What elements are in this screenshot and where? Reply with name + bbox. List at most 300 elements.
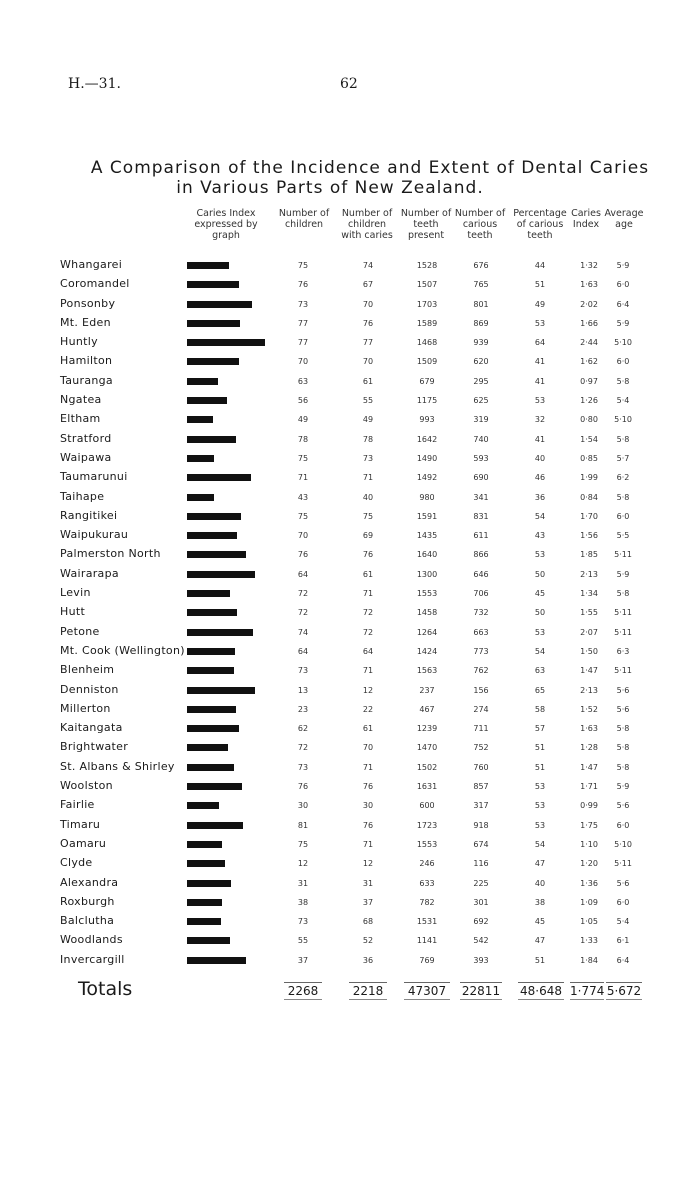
caries-index-bar <box>187 822 243 829</box>
cell-teeth: 1141 <box>416 936 438 946</box>
cell-with-caries: 76 <box>362 318 374 328</box>
place-name: Invercargill <box>60 952 125 966</box>
table-row <box>0 796 700 815</box>
table-row <box>0 295 700 314</box>
cell-index: 1·50 <box>580 646 598 656</box>
cell-age: 6·0 <box>616 357 630 367</box>
cell-teeth: 1642 <box>416 434 438 444</box>
cell-teeth: 237 <box>419 685 435 695</box>
col-header-percentage: Percentage of carious teeth <box>513 208 567 241</box>
cell-teeth: 1703 <box>416 299 438 309</box>
cell-index: 1·26 <box>580 396 598 406</box>
cell-carious: 866 <box>473 550 489 560</box>
place-name: Blenheim <box>60 663 115 677</box>
caries-index-bar <box>187 474 251 481</box>
cell-pct: 49 <box>534 299 546 309</box>
cell-with-caries: 68 <box>362 917 374 927</box>
cell-age: 5·11 <box>614 608 632 618</box>
caries-index-bar <box>187 899 222 906</box>
place-name: Wairarapa <box>60 566 119 580</box>
cell-teeth: 1502 <box>416 762 438 772</box>
cell-carious: 341 <box>473 492 489 502</box>
cell-teeth: 1490 <box>416 453 438 463</box>
place-name: Oamaru <box>60 836 107 850</box>
cell-children: 13 <box>297 685 309 695</box>
cell-index: 0·84 <box>580 492 598 502</box>
caries-index-bar <box>187 320 240 327</box>
cell-pct: 53 <box>534 396 546 406</box>
cell-pct: 54 <box>534 839 546 849</box>
cell-teeth: 1591 <box>416 511 438 521</box>
place-name: Waipawa <box>60 450 112 464</box>
cell-carious: 801 <box>473 299 489 309</box>
place-name: Tauranga <box>60 373 113 387</box>
table-row <box>0 507 700 526</box>
table-row <box>0 449 700 468</box>
cell-age: 6·0 <box>616 820 630 830</box>
place-name: Hutt <box>60 605 86 619</box>
cell-children: 30 <box>297 801 309 811</box>
cell-children: 73 <box>297 666 309 676</box>
cell-pct: 65 <box>534 685 546 695</box>
cell-age: 5·4 <box>616 917 630 927</box>
caries-index-bar <box>187 783 242 790</box>
place-name: St. Albans & Shirley <box>60 759 175 773</box>
cell-with-caries: 67 <box>362 280 374 290</box>
place-name: Roxburgh <box>60 894 115 908</box>
cell-children: 72 <box>297 608 309 618</box>
cell-age: 5·8 <box>616 589 630 599</box>
cell-age: 5·10 <box>614 415 632 425</box>
place-name: Taihape <box>60 489 105 503</box>
cell-index: 0·85 <box>580 453 598 463</box>
cell-children: 78 <box>297 434 309 444</box>
place-name: Kaitangata <box>60 721 123 735</box>
cell-children: 75 <box>297 261 309 270</box>
cell-age: 5·9 <box>616 569 630 579</box>
cell-with-caries: 69 <box>362 531 374 541</box>
cell-with-caries: 30 <box>362 801 374 811</box>
place-name: Woodlands <box>60 933 123 947</box>
cell-carious: 301 <box>473 897 489 907</box>
place-name: Mt. Eden <box>60 315 111 329</box>
cell-index: 1·99 <box>580 473 598 483</box>
table-row <box>0 758 700 777</box>
place-name: Clyde <box>60 856 93 870</box>
cell-carious: 317 <box>473 801 489 811</box>
cell-with-caries: 74 <box>362 261 374 270</box>
place-name: Mt. Cook (Wellington) <box>60 643 185 657</box>
cell-with-caries: 71 <box>362 839 374 849</box>
total-teeth: 47307 <box>404 982 450 1000</box>
table-row <box>0 372 700 391</box>
table-row <box>0 352 700 371</box>
cell-carious: 690 <box>473 473 489 483</box>
caries-index-bar <box>187 648 235 655</box>
cell-with-caries: 61 <box>362 569 374 579</box>
cell-age: 6·0 <box>616 280 630 290</box>
cell-index: 0·99 <box>580 801 598 811</box>
cell-with-caries: 71 <box>362 762 374 772</box>
cell-carious: 225 <box>473 878 489 888</box>
table-row <box>0 893 700 912</box>
totals-row <box>0 976 700 1006</box>
cell-pct: 47 <box>534 936 546 946</box>
cell-teeth: 679 <box>419 376 435 386</box>
caries-index-bar <box>187 687 255 694</box>
cell-children: 31 <box>297 878 309 888</box>
cell-carious: 918 <box>473 820 489 830</box>
caries-index-bar <box>187 262 229 269</box>
cell-pct: 41 <box>534 376 546 386</box>
cell-teeth: 1531 <box>416 917 438 927</box>
cell-teeth: 1300 <box>416 569 438 579</box>
cell-teeth: 782 <box>419 897 435 907</box>
cell-index: 1·52 <box>580 704 598 714</box>
cell-teeth: 246 <box>419 859 435 869</box>
table-row <box>0 623 700 642</box>
caries-index-bar <box>187 571 255 578</box>
cell-with-caries: 78 <box>362 434 374 444</box>
cell-index: 1·10 <box>580 839 598 849</box>
cell-children: 77 <box>297 318 309 328</box>
caries-index-bar <box>187 590 230 597</box>
place-name: Fairlie <box>60 798 95 812</box>
cell-children: 64 <box>297 569 309 579</box>
cell-pct: 44 <box>534 261 546 270</box>
place-name: Rangitikei <box>60 508 118 522</box>
cell-index: 1·34 <box>580 589 598 599</box>
cell-teeth: 1175 <box>416 396 438 406</box>
total-age: 5·672 <box>606 984 642 998</box>
cell-teeth: 1507 <box>416 280 438 290</box>
cell-pct: 51 <box>534 743 546 753</box>
caries-index-bar <box>187 339 265 346</box>
total-index: 1·774 <box>570 984 605 998</box>
cell-age: 5·10 <box>614 839 632 849</box>
cell-children: 38 <box>297 897 309 907</box>
cell-carious: 869 <box>473 318 489 328</box>
cell-pct: 51 <box>534 762 546 772</box>
cell-with-caries: 71 <box>362 666 374 676</box>
cell-children: 74 <box>297 627 309 637</box>
cell-pct: 43 <box>534 531 546 541</box>
table-row <box>0 661 700 680</box>
cell-index: 1·66 <box>580 318 598 328</box>
page-subtitle: in Various Parts of New Zealand. <box>176 178 484 198</box>
cell-carious: 760 <box>473 762 489 772</box>
place-name: Ponsonby <box>60 296 116 310</box>
cell-with-caries: 70 <box>362 357 374 367</box>
total-carious: 22811 <box>461 984 501 998</box>
cell-with-caries: 76 <box>362 550 374 560</box>
caries-index-bar <box>187 455 214 462</box>
cell-age: 5·10 <box>614 338 632 348</box>
cell-carious: 116 <box>473 859 489 869</box>
cell-with-caries: 61 <box>362 724 374 734</box>
cell-index: 1·62 <box>580 357 598 367</box>
cell-pct: 41 <box>534 434 546 444</box>
table-row <box>0 874 700 893</box>
cell-pct: 64 <box>534 338 546 348</box>
cell-carious: 676 <box>473 261 489 270</box>
cell-index: 1·63 <box>580 280 598 290</box>
cell-children: 77 <box>297 338 309 348</box>
place-name: Whangarei <box>60 258 123 271</box>
cell-children: 75 <box>297 453 309 463</box>
cell-pct: 38 <box>534 897 546 907</box>
cell-pct: 53 <box>534 550 546 560</box>
cell-teeth: 1589 <box>416 318 438 328</box>
cell-age: 5·8 <box>616 376 630 386</box>
cell-with-caries: 73 <box>362 453 374 463</box>
cell-with-caries: 76 <box>362 782 374 792</box>
cell-pct: 45 <box>534 917 546 927</box>
caries-index-bar <box>187 706 236 713</box>
cell-pct: 50 <box>534 569 546 579</box>
cell-pct: 54 <box>534 646 546 656</box>
cell-age: 5·9 <box>616 318 630 328</box>
table-row <box>0 951 700 970</box>
cell-teeth: 1468 <box>416 338 438 348</box>
cell-carious: 711 <box>473 724 489 734</box>
table-row <box>0 468 700 487</box>
cell-age: 5·11 <box>614 550 632 560</box>
cell-with-caries: 12 <box>362 685 374 695</box>
cell-age: 5·6 <box>616 878 630 888</box>
place-name: Hamilton <box>60 354 113 368</box>
cell-age: 6·4 <box>616 955 630 965</box>
place-name: Denniston <box>60 682 119 696</box>
table-row <box>0 275 700 294</box>
cell-pct: 51 <box>534 955 546 965</box>
caries-index-bar <box>187 802 219 809</box>
cell-index: 1·47 <box>580 666 598 676</box>
cell-index: 1·47 <box>580 762 598 772</box>
cell-children: 63 <box>297 376 309 386</box>
cell-age: 5·4 <box>616 396 630 406</box>
cell-with-caries: 55 <box>362 396 374 406</box>
cell-pct: 32 <box>534 415 546 425</box>
cell-with-caries: 76 <box>362 820 374 830</box>
place-name: Brightwater <box>60 740 129 754</box>
caries-index-bar <box>187 532 237 539</box>
cell-children: 12 <box>297 859 309 869</box>
cell-carious: 706 <box>473 589 489 599</box>
caries-index-bar <box>187 436 236 443</box>
place-name: Stratford <box>60 431 112 445</box>
cell-with-caries: 72 <box>362 608 374 618</box>
cell-children: 49 <box>297 415 309 425</box>
col-header-graph: Caries Index expressed by graph <box>194 208 258 241</box>
cell-carious: 773 <box>473 646 489 656</box>
cell-children: 73 <box>297 917 309 927</box>
table-row <box>0 545 700 564</box>
cell-with-caries: 71 <box>362 473 374 483</box>
page-series-ref: H.—31. <box>68 76 121 92</box>
cell-age: 5·6 <box>616 704 630 714</box>
cell-children: 72 <box>297 743 309 753</box>
cell-with-caries: 75 <box>362 511 374 521</box>
cell-carious: 620 <box>473 357 489 367</box>
table-row <box>0 565 700 584</box>
cell-pct: 41 <box>534 357 546 367</box>
cell-with-caries: 37 <box>362 897 374 907</box>
cell-index: 1·33 <box>580 936 598 946</box>
cell-age: 5·6 <box>616 801 630 811</box>
cell-carious: 765 <box>473 280 489 290</box>
cell-teeth: 1563 <box>416 666 438 676</box>
cell-age: 6·0 <box>616 897 630 907</box>
col-header-index: Caries Index <box>571 208 601 230</box>
cell-index: 1·05 <box>580 917 598 927</box>
cell-carious: 663 <box>473 627 489 637</box>
cell-pct: 40 <box>534 453 546 463</box>
cell-pct: 53 <box>534 627 546 637</box>
cell-carious: 393 <box>473 955 489 965</box>
cell-age: 6·0 <box>616 511 630 521</box>
cell-teeth: 1435 <box>416 531 438 541</box>
cell-pct: 58 <box>534 704 546 714</box>
place-name: Petone <box>60 624 100 638</box>
cell-index: 2·44 <box>580 338 598 348</box>
cell-carious: 611 <box>473 531 489 541</box>
cell-age: 5·9 <box>616 261 630 270</box>
table-row <box>0 584 700 603</box>
place-name: Waipukurau <box>60 528 129 542</box>
cell-carious: 156 <box>473 685 489 695</box>
cell-pct: 45 <box>534 589 546 599</box>
cell-age: 6·3 <box>616 646 630 656</box>
cell-age: 5·11 <box>614 666 632 676</box>
caries-index-bar <box>187 397 227 404</box>
cell-index: 0·97 <box>580 376 598 386</box>
table-row <box>0 642 700 661</box>
caries-table <box>0 256 700 970</box>
caries-index-bar <box>187 281 239 288</box>
cell-index: 1·09 <box>580 897 598 907</box>
cell-children: 75 <box>297 511 309 521</box>
caries-index-bar <box>187 937 230 944</box>
cell-pct: 53 <box>534 782 546 792</box>
cell-age: 5·11 <box>614 627 632 637</box>
table-row <box>0 854 700 873</box>
cell-children: 56 <box>297 396 309 406</box>
table-row <box>0 719 700 738</box>
cell-with-caries: 49 <box>362 415 374 425</box>
cell-teeth: 1553 <box>416 839 438 849</box>
cell-children: 81 <box>297 820 309 830</box>
cell-pct: 53 <box>534 318 546 328</box>
cell-teeth: 1640 <box>416 550 438 560</box>
cell-teeth: 1553 <box>416 589 438 599</box>
cell-index: 2·13 <box>580 569 598 579</box>
cell-children: 70 <box>297 531 309 541</box>
cell-with-caries: 61 <box>362 376 374 386</box>
cell-children: 76 <box>297 550 309 560</box>
cell-carious: 646 <box>473 569 489 579</box>
caries-index-bar <box>187 513 241 520</box>
cell-age: 5·7 <box>616 453 630 463</box>
cell-pct: 51 <box>534 280 546 290</box>
cell-carious: 939 <box>473 338 489 348</box>
cell-teeth: 467 <box>419 704 435 714</box>
caries-index-bar <box>187 841 222 848</box>
cell-teeth: 980 <box>419 492 435 502</box>
cell-with-caries: 36 <box>362 955 374 965</box>
caries-index-bar <box>187 609 237 616</box>
cell-teeth: 1492 <box>416 473 438 483</box>
cell-carious: 752 <box>473 743 489 753</box>
table-row <box>0 603 700 622</box>
cell-with-caries: 70 <box>362 743 374 753</box>
table-row <box>0 931 700 950</box>
cell-index: 1·63 <box>580 724 598 734</box>
cell-pct: 63 <box>534 666 546 676</box>
cell-pct: 54 <box>534 511 546 521</box>
table-row <box>0 681 700 700</box>
table-row <box>0 410 700 429</box>
cell-teeth: 769 <box>419 955 435 965</box>
caries-index-bar <box>187 918 221 925</box>
cell-index: 1·36 <box>580 878 598 888</box>
cell-children: 73 <box>297 299 309 309</box>
cell-age: 5·8 <box>616 724 630 734</box>
place-name: Levin <box>60 586 91 600</box>
totals-label: Totals <box>78 978 133 1000</box>
cell-teeth: 1239 <box>416 724 438 734</box>
cell-index: 1·55 <box>580 608 598 618</box>
table-row <box>0 700 700 719</box>
cell-age: 5·11 <box>614 859 632 869</box>
cell-age: 5·5 <box>616 531 630 541</box>
cell-index: 1·20 <box>580 859 598 869</box>
cell-carious: 542 <box>473 936 489 946</box>
cell-pct: 46 <box>534 473 546 483</box>
place-name: Timaru <box>60 817 101 831</box>
cell-age: 6·2 <box>616 473 630 483</box>
place-name: Palmerston North <box>60 547 161 561</box>
col-header-children: Number of children <box>278 208 330 230</box>
cell-carious: 319 <box>473 415 489 425</box>
table-row <box>0 777 700 796</box>
cell-with-caries: 12 <box>362 859 374 869</box>
cell-index: 1·85 <box>580 550 598 560</box>
cell-children: 70 <box>297 357 309 367</box>
cell-teeth: 1723 <box>416 820 438 830</box>
caries-index-bar <box>187 629 253 636</box>
cell-carious: 295 <box>473 376 489 386</box>
caries-index-bar <box>187 744 228 751</box>
cell-index: 1·84 <box>580 955 598 965</box>
col-header-age: Average age <box>604 208 644 230</box>
cell-children: 72 <box>297 589 309 599</box>
table-row <box>0 256 700 275</box>
table-row <box>0 391 700 410</box>
cell-teeth: 1631 <box>416 782 438 792</box>
cell-index: 2·13 <box>580 685 598 695</box>
cell-age: 5·6 <box>616 685 630 695</box>
cell-children: 37 <box>297 955 309 965</box>
cell-index: 1·28 <box>580 743 598 753</box>
cell-children: 64 <box>297 646 309 656</box>
table-row <box>0 526 700 545</box>
cell-children: 76 <box>297 280 309 290</box>
cell-age: 6·1 <box>616 936 630 946</box>
caries-index-bar <box>187 416 213 423</box>
caries-index-bar <box>187 764 234 771</box>
cell-index: 1·56 <box>580 531 598 541</box>
